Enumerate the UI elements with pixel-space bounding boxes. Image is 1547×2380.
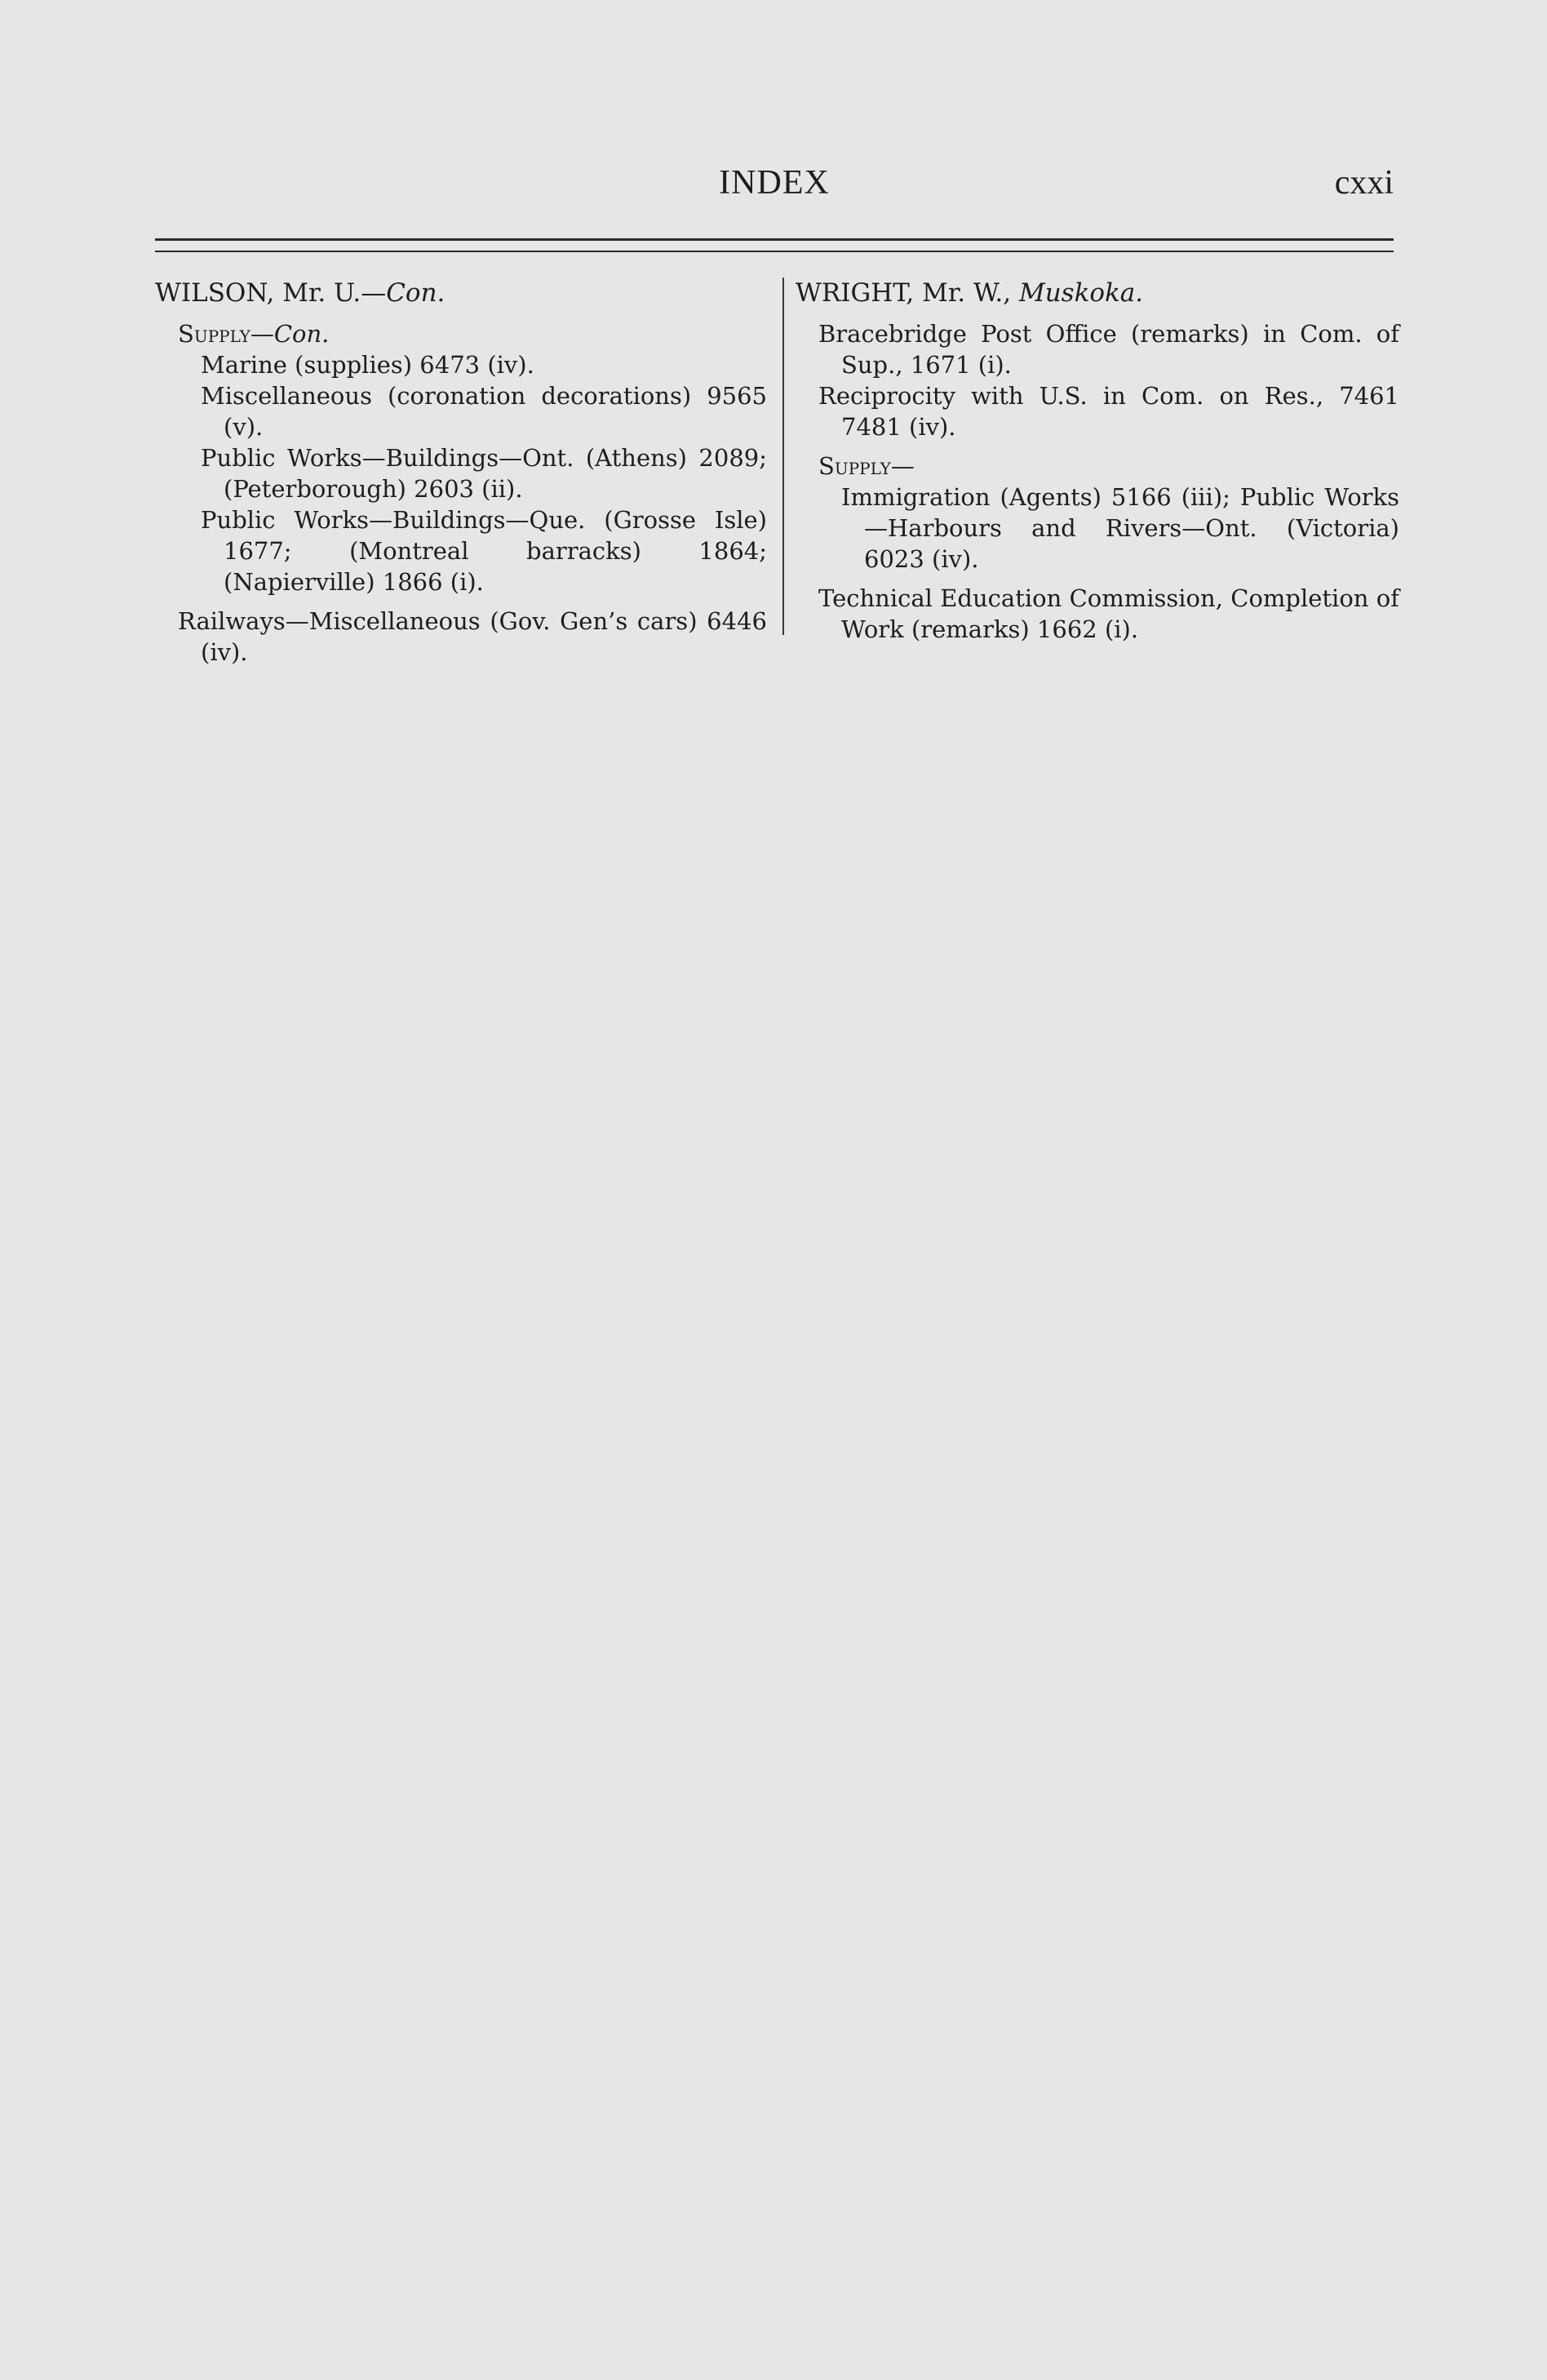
left-column <box>155 278 767 668</box>
heading-name: WILSON, Mr. U. <box>155 278 361 308</box>
supply-suffix: Con. <box>273 320 330 348</box>
header-rule-top <box>155 238 1394 241</box>
supply-label: Supply— <box>818 452 915 480</box>
column-divider <box>782 278 784 635</box>
index-entry: Public Works—Buildings—Ont. (Athens) 2089; (Peterborough) 2603 (ii). <box>201 444 767 503</box>
index-entry: Public Works—Buildings—Que. (Grosse Isle) 1677; (Montreal barracks) 1864; (Napierville) 1866 (i). <box>201 506 767 596</box>
supply-subheading: Supply—Con. <box>178 320 330 348</box>
heading-suffix: Con. <box>386 278 445 308</box>
page-title: INDEX <box>719 164 830 202</box>
index-entry: Miscellaneous (coronation decorations) 9565 (v). <box>201 382 767 441</box>
page-header <box>155 163 1394 212</box>
index-heading-wright <box>796 278 1399 309</box>
supply-subheading <box>818 451 1399 482</box>
heading-name: WRIGHT, Mr. W., <box>796 278 1012 308</box>
index-entry: Railways—Miscellaneous (Gov. Gen’s cars) 6446 (iv). <box>178 607 767 666</box>
index-entry: Immigration (Agents) 5166 (iii); Public Works—Harbours and Rivers—Ont. (Victoria) 6023 (iv). <box>841 483 1399 573</box>
page-number: cxxi <box>1334 164 1394 202</box>
header-rule-bottom <box>155 251 1394 252</box>
right-column <box>796 278 1399 645</box>
index-entry: Reciprocity with U.S. in Com. on Res., 7461 7481 (iv). <box>818 382 1399 441</box>
index-heading-wilson: WILSON, Mr. U.—Con. <box>155 278 445 308</box>
supply-label: Supply <box>178 320 250 348</box>
index-entry: Bracebridge Post Office (remarks) in Com. of Sup., 1671 (i). <box>818 320 1399 379</box>
index-entry: Marine (supplies) 6473 (iv). <box>201 351 534 379</box>
index-entry: Technical Education Commission, Completion of Work (remarks) 1662 (i). <box>818 584 1399 643</box>
heading-riding: Muskoka. <box>1018 278 1144 308</box>
